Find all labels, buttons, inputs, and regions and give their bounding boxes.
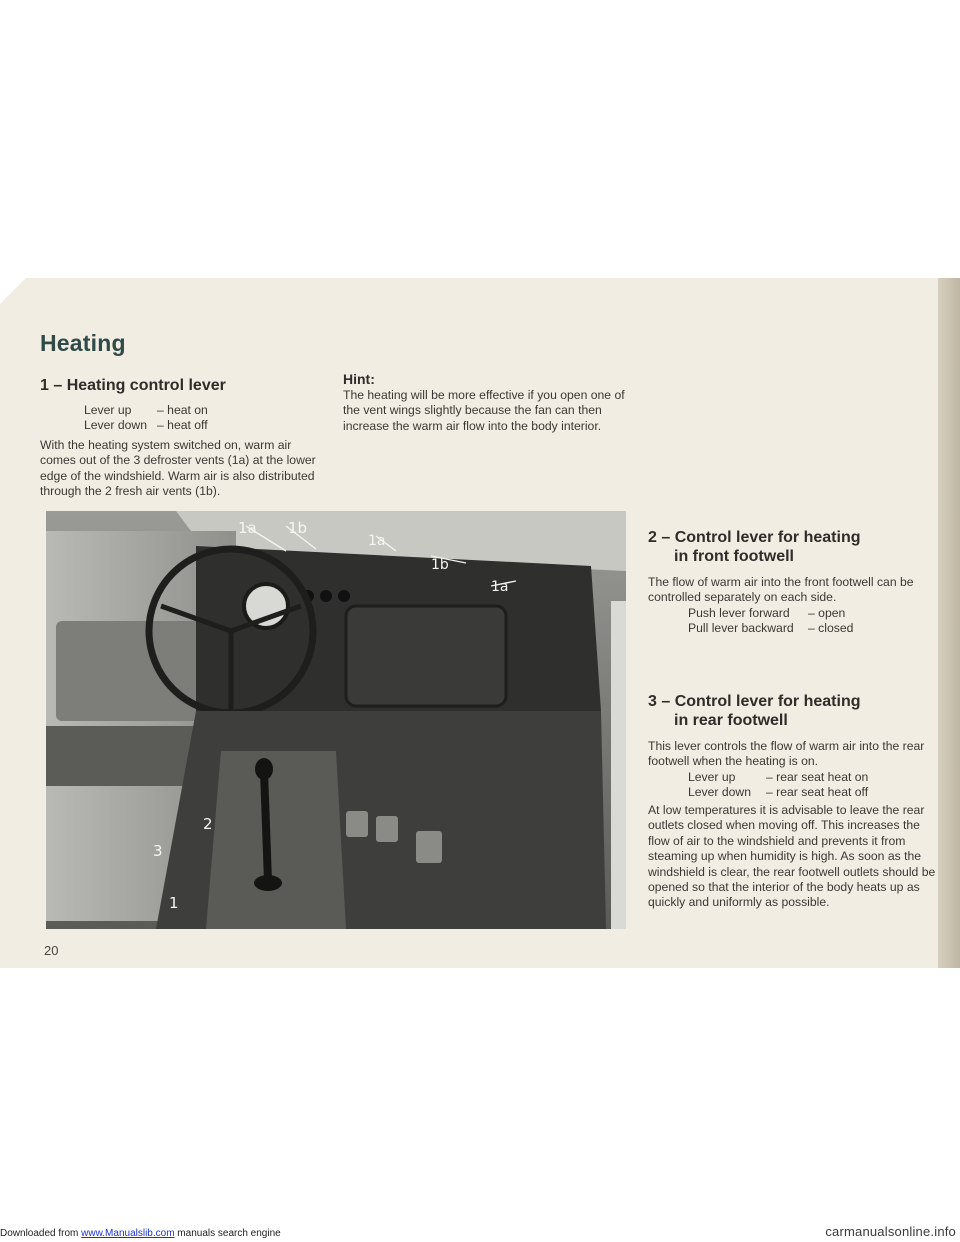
section3-body-2: At low temperatures it is advisable to leave the rear outlets closed when moving off. This increases the flow of air to the windshield and prevents it from steaming up when humidity is high. As soon as the windshield is clear, the rear footwell outlets should be opened so that the interior of the body heats up as quickly and uniformly as possible. [648,803,936,910]
section3-title-line1: 3 – Control lever for heating [648,693,861,710]
dashboard-illustration [46,511,626,929]
lever-up-key: Lever up [84,403,132,417]
section1-lever-list [84,403,208,434]
lever-down-value: – heat off [157,418,208,433]
manualslib-link[interactable]: www.Manualslib.com [81,1228,175,1239]
push-lever-key: Push lever forward [688,606,790,620]
pull-lever-value: – closed [808,621,854,636]
download-footer [0,1228,960,1242]
watermark-text: carmanualsonline.info [825,1224,956,1239]
photo-label-1b-mid: 1b [431,557,449,573]
lever-up-value: – heat on [157,403,208,417]
section2-lever-list [688,606,853,637]
page-gutter-shadow [938,278,960,968]
section3-title [648,692,860,730]
pull-lever-key: Pull lever backward [688,621,794,636]
photo-label-1a-right: 1a [491,579,509,595]
page-corner [0,278,26,304]
section2-body: The flow of warm air into the front footwell can be controlled separately on each side. [648,575,914,605]
footer-suffix: manuals search engine [174,1228,281,1239]
rear-lever-up-value: – rear seat heat on [766,770,869,784]
rear-lever-down-key: Lever down [688,785,752,800]
section3-title-line2: in rear footwell [674,712,788,729]
photo-label-1a-top: 1a [238,519,257,537]
section2-title [648,528,860,566]
page-heading: Heating [40,330,126,356]
photo-label-3: 3 [153,842,163,860]
push-lever-value: – open [808,606,846,620]
dashboard-photo [46,511,626,929]
footer-prefix: Downloaded from [0,1228,82,1239]
section3-lever-list [688,770,868,801]
photo-label-2: 2 [203,815,213,833]
photo-label-1a-mid: 1a [368,533,386,549]
section2-title-line2: in front footwell [674,548,794,565]
hint-title: Hint: [343,371,375,387]
page-number: 20 [44,943,59,958]
section1-body: With the heating system switched on, warm air comes out of the 3 defroster vents (1a) at the lower edge of the windshield. Warm air is also distributed through the 2 fresh air vents (1b). [40,438,316,499]
section1-title: 1 – Heating control lever [40,377,226,394]
photo-label-1b-top: 1b [288,519,308,537]
section3-body-1: This lever controls the flow of warm air into the rear footwell when the heating is on. [648,739,925,769]
rear-lever-up-key: Lever up [688,770,736,784]
rear-lever-down-value: – rear seat heat off [766,785,869,800]
photo-label-1: 1 [169,894,179,912]
lever-down-key: Lever down [84,418,148,433]
manual-page [0,278,960,968]
section2-title-line1: 2 – Control lever for heating [648,529,861,546]
hint-body: The heating will be more effective if you open one of the vent wings slightly because the fan can then increase the warm air flow into the body interior. [343,388,625,433]
